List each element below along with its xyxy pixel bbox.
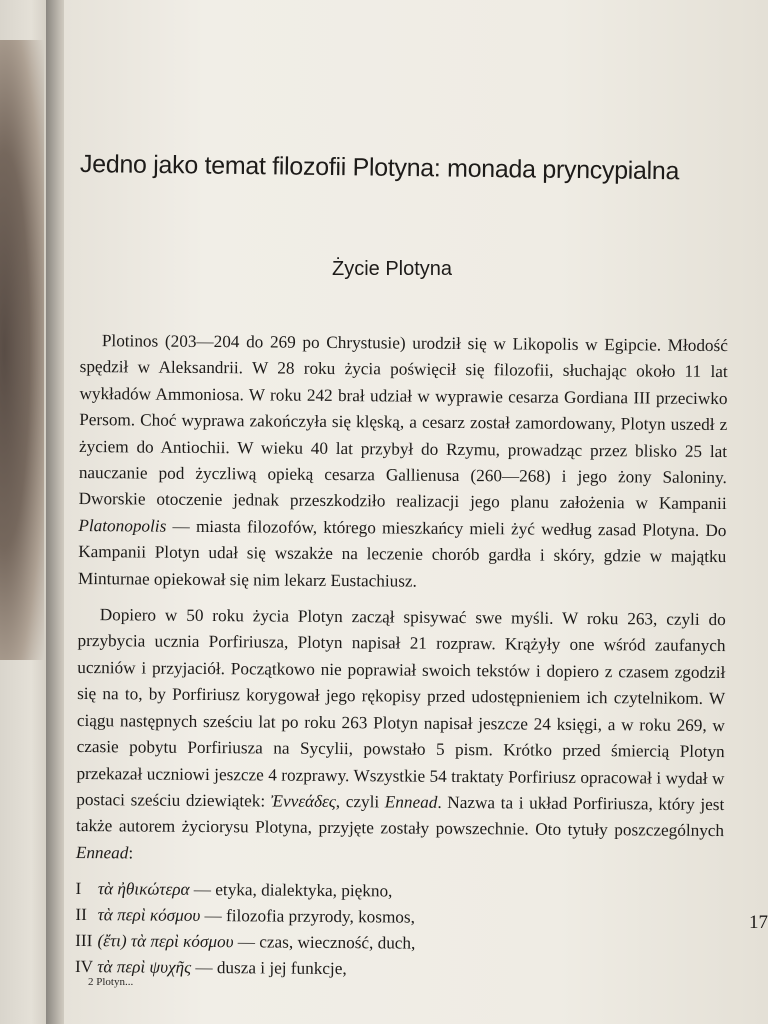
- book-page: [64, 0, 768, 1024]
- paragraph-2-text-c: . Nazwa ta i układ Porfiriusza, który jest także autorem życiorysu Plotyna, przyjęte zostały powszechnie. Oto tytuły poszczególnych: [76, 792, 725, 841]
- ennead-greek-title: τὰ ἠθικώτερα: [97, 879, 190, 900]
- paragraph-1-text-a: Plotinos (203—204 do 269 po Chrystusie) urodził się w Likopolis w Egipcie. Młodość spędził w Aleksandrii. W 28 roku życia poświęcił się filozofii, słuchając około 11 lat wykładów Ammoniosa. W roku 242 brał udział w wyprawie cesarza Gordiana III przeciwko Persom. Choć wyprawa zakończyła się klęską, a cesarz został zamordowany, Plotyn uszedł z życiem do Antiochii. W wieku 40 lat przybył do Rzymu, prowadząc przez blisko 25 lat nauczanie pod życzliwą opieką cesarza Gallienusa (260—268) i jego żony Saloniny. Dworskie otoczenie jednak przeszkodziło realizacji jego planu założenia w Kampanii: [78, 331, 728, 514]
- left-page-edge: [0, 0, 52, 1024]
- greek-term: Ἐννεάδες: [270, 791, 336, 811]
- chapter-title: Jedno jako temat filozofii Plotyna: monada pryncypialna: [79, 150, 680, 186]
- ennead-numeral: II: [75, 905, 87, 925]
- ennead-list: [75, 876, 724, 985]
- ennead-greek-title: τὰ περὶ ψυχῆς: [97, 957, 192, 978]
- paragraph-1: [78, 328, 728, 597]
- paragraph-1-italic: Platonopolis: [78, 515, 167, 536]
- ennead-description: — czas, wieczność, duch,: [233, 932, 416, 953]
- section-title: Życie Plotyna: [332, 258, 453, 280]
- ennead-numeral: III: [75, 931, 93, 951]
- facing-page-photo-fragment: [0, 40, 44, 660]
- paragraph-2-italic-1: Ennead: [384, 792, 438, 812]
- ennead-description: — filozofia przyrody, kosmos,: [200, 906, 416, 927]
- ennead-numeral: IV: [74, 957, 94, 977]
- body-text: [75, 328, 728, 985]
- paragraph-2-text-a: Dopiero w 50 roku życia Plotyn zaczął spisywać swe myśli. W roku 263, czyli do przybycia ucznia Porfiriusza, Plotyn napisał 21 rozpraw. Krążyły one wśród zaufanych uczniów i przyjaciół. Początkowo nie poprawiał swoich tekstów i dopiero z czasem zgodził się na to, by Porfiriusz korygował jego rękopisy przed udostępnieniem ich czytelnikom. W ciągu następnych sześciu lat po roku 263 Plotyn napisał jeszcze 24 księgi, a w roku 269, w czasie pobytu Porfiriusza na Sycylii, powstało 5 pism. Krótko przed śmiercią Plotyn przekazał uczniowi jeszcze 4 rozprawy. Wszystkie 54 traktaty Porfiriusz opracował i wydał w postaci sześciu dziewiątek:: [76, 605, 726, 811]
- ennead-greek-title: (ἔτι) τὰ περὶ κόσμου: [97, 931, 234, 952]
- ennead-greek-title: τὰ περὶ κόσμου: [97, 905, 201, 926]
- paragraph-2-text-b: , czyli: [335, 791, 385, 812]
- ennead-item: [75, 954, 723, 985]
- paragraph-2: [76, 602, 726, 871]
- page-number: 17: [749, 912, 768, 933]
- paragraph-2-text-d: :: [128, 843, 134, 863]
- paragraph-1-text-b: — miasta filozofów, którego mieszkańcy mieli żyć według zasad Plotyna. Do Kampanii Plotyn udał się wszakże na leczenie chorób gardła i skóry, gdzie w majątku Minturnae opiekował się nim lekarz Eustachiusz.: [77, 516, 727, 591]
- signature-mark: 2 Plotyn...: [88, 976, 134, 988]
- ennead-numeral: I: [75, 879, 82, 899]
- paragraph-2-italic-2: Ennead: [75, 842, 129, 863]
- ennead-description: — dusza i jej funkcje,: [191, 958, 347, 979]
- ennead-description: — etyka, dialektyka, piękno,: [189, 880, 393, 901]
